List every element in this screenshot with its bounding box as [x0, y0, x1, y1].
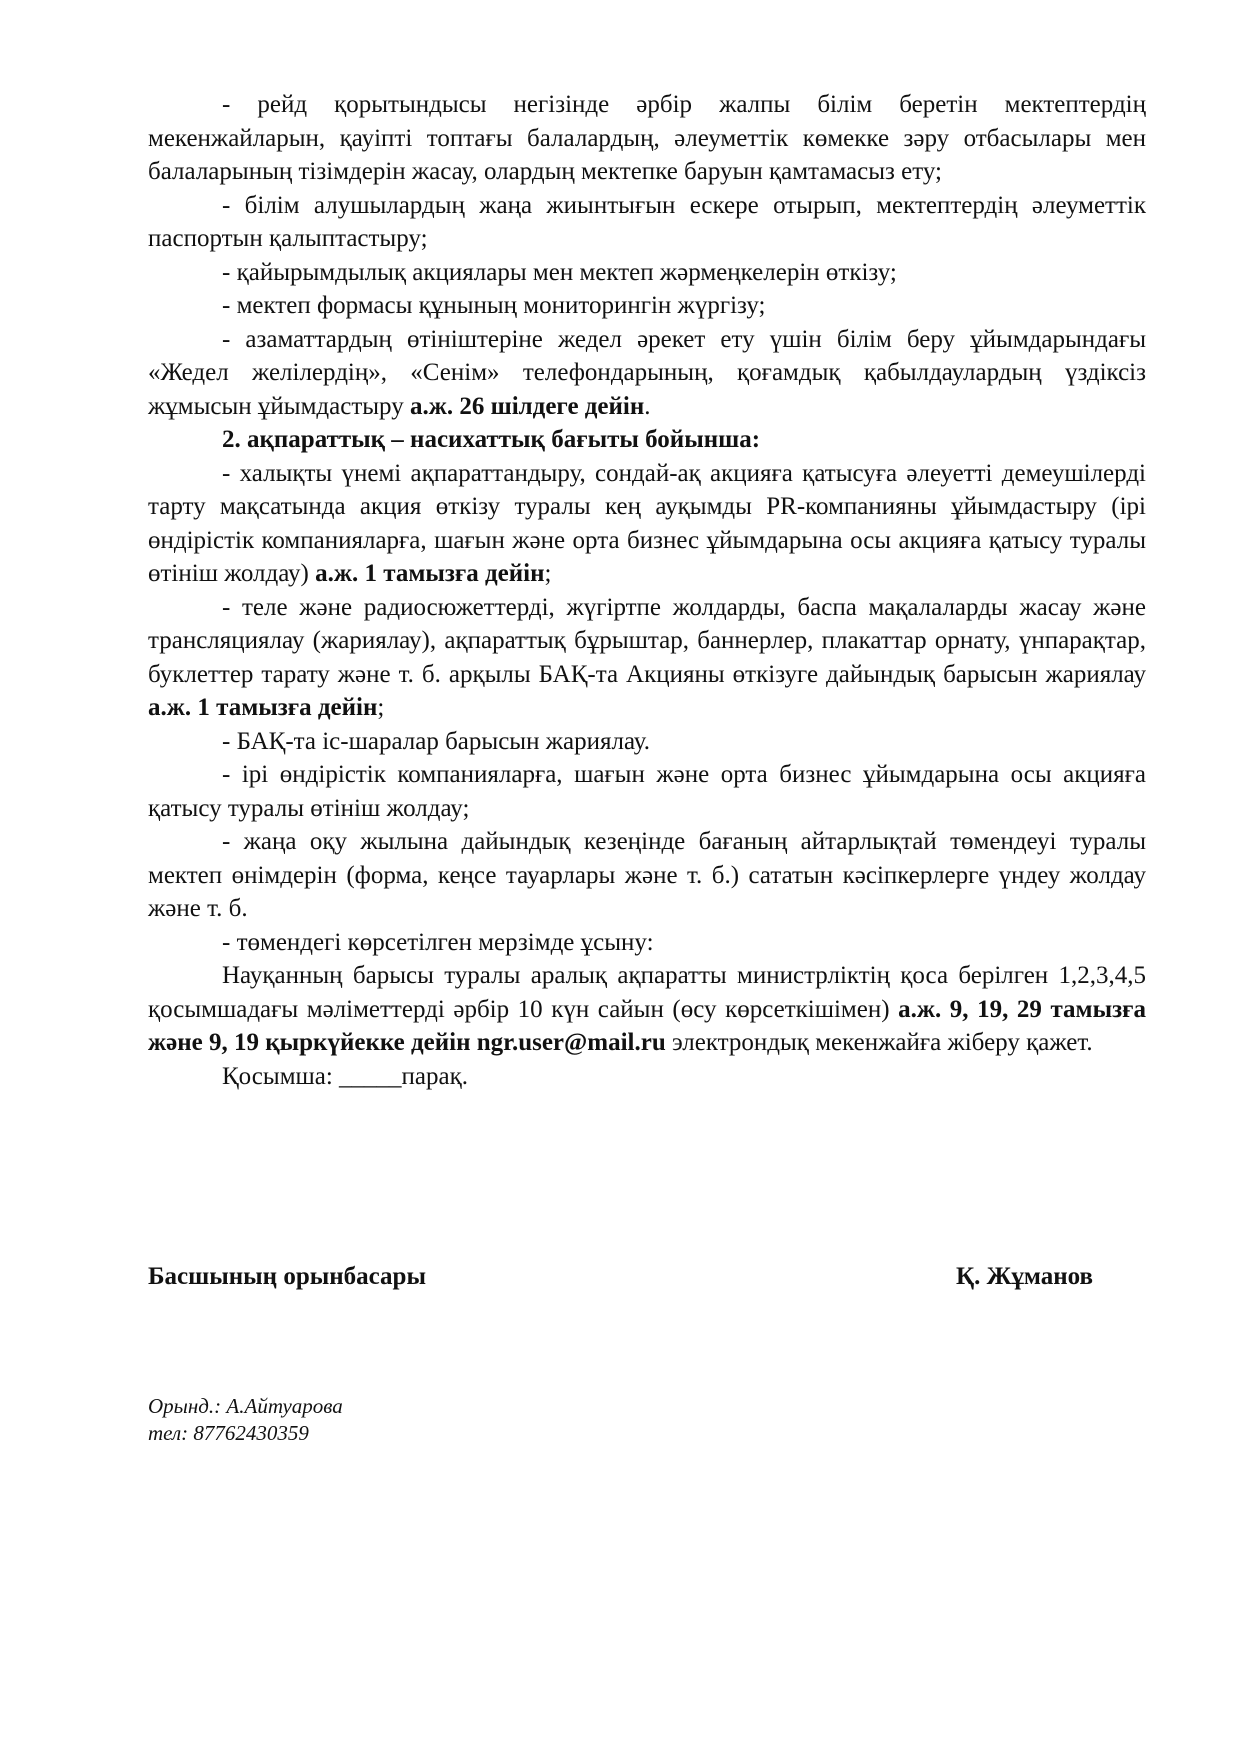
paragraph-reporting	[148, 959, 1146, 1060]
paragraph-text: - халықты үнемі ақпараттандыру, сондай-ақ акцияға қатысуға әлеуетті демеушілерді тарту мақсатында акция өткізу туралы кең ауқымды PR-компанияны ұйымдастыру (ірі өндірістік компанияларға, шағын және орта бизнес ұйымдарына осы акцияға қатысу туралы өтініш жолдау)	[148, 459, 1146, 587]
paragraph-text: - теле және радиосюжеттерді, жүгіртпе жолдарды, баспа мақалаларды жасау және трансляциялау (жариялау), ақпараттық бұрыштар, баннерлер, плакаттар орнату, үнпарақтар, буклеттер тарату және т. б. арқылы БАҚ-та Акцияны өткізуге дайындық барысын жариялау	[148, 593, 1146, 688]
email-address: ngr.user@mail.ru	[476, 1029, 666, 1056]
paragraph-submission: - төмендегі көрсетілген мерзімде ұсыну:	[222, 928, 654, 956]
paragraph-text: - азаматтардың өтініштеріне жедел әрекет ету үшін білім беру ұйымдарындағы «Жедел желілердің», «Сенім» телефондарының, қоғамдық қабылдаулардың үздіксіз жұмысын ұйымдастыру	[148, 325, 1146, 420]
paragraph-end: .	[644, 392, 651, 420]
section-heading: 2. ақпараттық – насихаттық бағыты бойынша:	[222, 426, 761, 453]
executor-info	[148, 1393, 343, 1447]
executor-name: Орынд.: А.Айтуарова	[148, 1394, 343, 1418]
paragraph-end: ;	[377, 694, 385, 721]
paragraph-business-request: - ірі өндірістік компанияларға, шағын және орта бизнес ұйымдарына осы акцияға қатысу туралы өтініш жолдау;	[148, 761, 1146, 822]
signature-name: Қ. Жұманов	[956, 1263, 1093, 1290]
paragraph-pr-campaign	[148, 457, 1146, 591]
paragraph-price-appeal: - жаңа оқу жылына дайындық кезеңінде бағаның айтарлықтай төмендеуі туралы мектеп өнімдерін (форма, кеңсе тауарлары және т. б.) сататын кәсіпкерлерге үндеу жолдау және т. б.	[148, 828, 1146, 922]
signature-title: Басшының орынбасары	[148, 1263, 426, 1290]
paragraph-charity-fairs: - қайырымдылық акциялары мен мектеп жәрмеңкелерін өткізу;	[222, 258, 897, 286]
deadline-text: а.ж. 9, 19, 29 тамызға және 9, 19 қыркүйекке дейін	[148, 995, 1146, 1056]
document-body	[148, 88, 1146, 1093]
attachment-note: Қосымша: _____парақ.	[222, 1062, 469, 1090]
paragraph-end: электрондық мекенжайға жіберу қажет.	[665, 1029, 1093, 1056]
paragraph-uniform-monitoring: - мектеп формасы құнының мониторингін жүргізу;	[222, 292, 766, 319]
paragraph-end: ;	[544, 560, 552, 587]
paragraph-hotlines	[148, 323, 1146, 424]
paragraph-media-events: - БАҚ-та іс-шаралар барысын жариялау.	[222, 727, 651, 755]
deadline-text: а.ж. 26 шілдеге дейін	[409, 392, 645, 420]
deadline-text: а.ж. 1 тамызға дейін	[148, 694, 378, 721]
paragraph-raid-lists: - рейд қорытындысы негізінде әрбір жалпы білім беретін мектептердің мекенжайларын, қауіпті топтағы балалардың, әлеуметтік көмекке зәру отбасылары мен балаларының тізімдерін жасау, олардың мектепке баруын қамтамасыз ету;	[148, 91, 1146, 185]
paragraph-media-coverage	[148, 591, 1146, 725]
paragraph-text: Науқанның барысы туралы аралық ақпаратты министрліктің қоса берілген 1,2,3,4,5 қосымшадағы мәліметтерді әрбір 10 күн сайын (өсу көрсеткішімен)	[148, 962, 1146, 1023]
executor-phone: тел: 87762430359	[148, 1421, 309, 1445]
deadline-text: а.ж. 1 тамызға дейін	[315, 560, 545, 587]
paragraph-social-passport: - білім алушылардың жаңа жиынтығын ескере отырып, мектептердің әлеуметтік паспортын қалыптастыру;	[148, 191, 1146, 252]
